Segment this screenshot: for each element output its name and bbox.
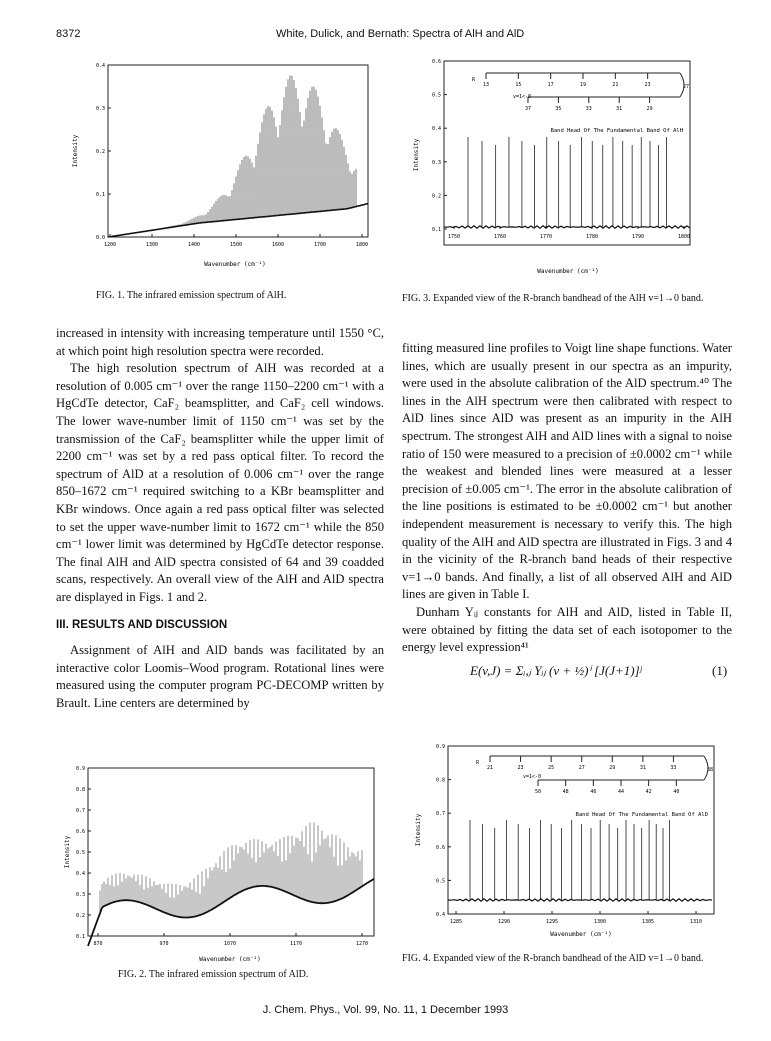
fig1-spectrum-lines: [130, 76, 356, 234]
fig3-xtick-label: 1750: [447, 234, 461, 240]
fig1-ytick-label: 0.2: [95, 149, 105, 155]
fig3-upper-mark: 21: [612, 82, 619, 88]
fig2-ylabel: Intensity: [64, 835, 71, 869]
fig3-xtick-label: 1800: [677, 234, 691, 240]
fig3-branch-label: R: [472, 77, 476, 83]
fig2-xtick-label: 870: [93, 941, 103, 947]
fig4-lower-mark: 44: [617, 789, 625, 795]
equation-1: E(v,J) = Σᵢ,ⱼ Yᵢⱼ (v + ½)ⁱ [J(J+1)]ʲ: [470, 663, 642, 678]
fig4-frame: [448, 746, 714, 914]
fig3-ytick-label: 0.4: [431, 126, 441, 133]
fig2-xtick-label: 970: [159, 941, 169, 947]
fig3-annotation: Band Head Of The Fundamental Band Of AlH: [550, 128, 683, 134]
fig1-xtick-label: 1300: [145, 242, 159, 248]
fig4-end-mark: 38: [707, 767, 714, 773]
right-column: [402, 340, 732, 657]
fig1-ylabel: Intensity: [72, 134, 79, 168]
fig4-xtick-label: 1295: [545, 919, 559, 925]
fig3-xtick-label: 1780: [585, 234, 599, 240]
fig1-xtick-label: 1400: [187, 242, 201, 248]
fig1-xtick-label: 1200: [103, 242, 117, 248]
fig4-upper-mark: 21: [486, 765, 494, 771]
figure-1-plot: [60, 55, 380, 270]
fig3-baseline: [444, 226, 690, 228]
footer-citation: J. Chem. Phys., Vol. 99, No. 11, 1 December 1993: [262, 1004, 509, 1016]
fig4-upper-mark: 29: [609, 765, 616, 771]
fig4-lower-mark: 48: [562, 789, 569, 795]
fig4-upper-mark: 33: [670, 765, 677, 771]
fig4-band-label: v=1<-0: [523, 774, 542, 780]
fig3-ytick-label: 0.5: [431, 92, 441, 99]
fig2-ytick-label: 0.4: [75, 871, 85, 877]
fig3-ylabel: Intensity: [413, 138, 420, 172]
equation-number: (1): [712, 663, 728, 678]
fig2-frame: [88, 768, 374, 936]
fig3-lower-mark: 35: [555, 106, 562, 112]
fig3-lower-mark: 31: [616, 106, 623, 112]
figure-3-plot: [398, 55, 698, 275]
fig4-upper-mark: 31: [639, 765, 646, 771]
fig3-upper-mark: 13: [482, 82, 490, 88]
running-title: White, Dulick, and Bernath: Spectra of AlH and AlD: [276, 28, 525, 40]
fig4-xlabel: Wavenumber (cm⁻¹): [550, 931, 612, 938]
fig4-lower-mark: 50: [534, 789, 542, 795]
fig2-ytick-label: 0.7: [75, 808, 85, 814]
fig2-ytick-label: 0.9: [75, 766, 85, 772]
fig4-branch-label: R: [476, 760, 480, 766]
fig4-ytick-label: 0.4: [435, 912, 445, 918]
fig3-ytick-label: 0.6: [431, 59, 441, 65]
fig4-ylabel: Intensity: [415, 813, 422, 847]
left-column: [56, 325, 384, 712]
figure-3-caption: FIG. 3. Expanded view of the R-branch bandhead of the AlH v=1→0 band.: [402, 293, 704, 304]
fig4-baseline: [448, 899, 712, 901]
fig3-upper-mark: 15: [515, 82, 522, 88]
fig2-ytick-label: 0.8: [75, 787, 85, 793]
fig1-ytick-label: 0.1: [95, 192, 105, 198]
fig1-ytick-label: 0.4: [95, 63, 105, 69]
fig4-ytick-label: 0.8: [435, 777, 445, 784]
fig3-xtick-label: 1760: [493, 234, 507, 240]
figure-1-caption: FIG. 1. The infrared emission spectrum of AlH.: [96, 290, 287, 301]
figure-4-caption: FIG. 4. Expanded view of the R-branch bandhead of the AlD v=1→0 band.: [402, 953, 704, 964]
fig3-end-mark: 27: [683, 84, 690, 90]
fig4-annotation: Band Head Of The Fundamental Band Of AlD: [575, 812, 708, 818]
fig3-upper-mark: 17: [547, 82, 554, 88]
fig4-lower-mark: 40: [673, 789, 680, 795]
fig4-ytick-label: 0.5: [435, 878, 445, 885]
fig4-lower-mark: 46: [590, 789, 597, 795]
fig4-spectrum-lines: [470, 820, 670, 900]
fig1-ytick-label: 0.0: [95, 235, 105, 241]
fig4-xtick-label: 1305: [641, 919, 655, 925]
fig4-upper-mark: 23: [517, 765, 524, 771]
page-number: 8372: [56, 28, 81, 40]
fig1-ytick-label: 0.3: [95, 106, 105, 112]
fig4-upper-mark: 25: [548, 765, 555, 771]
fig3-ytick-label: 0.3: [431, 159, 441, 166]
fig3-lower-mark: 37: [524, 106, 532, 112]
fig3-ytick-label: 0.2: [431, 193, 441, 200]
fig3-xtick-label: 1770: [539, 234, 553, 240]
fig4-xtick-label: 1300: [593, 919, 607, 925]
fig4-xtick-label: 1285: [449, 919, 463, 925]
fig2-xtick-label: 1270: [355, 941, 369, 947]
fig3-lower-mark: 29: [646, 106, 653, 112]
fig2-ytick-label: 0.1: [75, 934, 85, 940]
fig1-xlabel: Wavenumber (cm⁻¹): [204, 261, 266, 268]
fig4-xtick-label: 1310: [689, 919, 703, 925]
fig3-frame: [444, 61, 690, 245]
fig2-xlabel: Wavenumber (cm⁻¹): [199, 956, 261, 963]
figure-2-caption: FIG. 2. The infrared emission spectrum of AlD.: [118, 969, 309, 980]
fig2-xtick-label: 1070: [223, 941, 237, 947]
figure-2-plot: [60, 758, 378, 968]
fig3-lower-mark: 33: [585, 106, 592, 112]
fig3-spectrum-lines: [468, 137, 666, 227]
right-paragraph-1: fitting measured line profiles to Voigt line shape functions. Water lines, which are usually present in our spectra as an impurity, were used in the absolute calibration of the AlD spectrum.⁴⁰ The lines in the AlH spectrum were then calibrated with respect to AlD lines since AlD was present as an impurity in the AlH spectrum. The strongest AlH and AlD lines with a signal to noise ratio of 150 were measured to a precision of ±0.0002 cm⁻¹ while the weakest and blended lines were measured at a lesser precision of ±0.005 cm⁻¹. The error in the absolute calibration of the line positions is estimated to be ±0.0002 cm⁻¹ but another independent measurement is necessary to verify this. The high quality of the AlH and AlD spectra are illustrated in Figs. 3 and 4 in the vicinity of the R-branch band heads of their respective v=1→0 bands. And finally, a list of all observed AlH and AlD lines are given in Table I.: [402, 341, 732, 602]
fig2-ytick-label: 0.5: [75, 850, 85, 856]
fig1-xtick-label: 1800: [355, 242, 369, 248]
fig4-xtick-label: 1290: [497, 919, 511, 925]
fig2-ytick-label: 0.3: [75, 892, 85, 898]
fig2-ytick-label: 0.2: [75, 913, 85, 919]
fig3-upper-mark: 23: [644, 82, 651, 88]
fig3-band-label: v=1<-0: [513, 94, 532, 100]
left-paragraph-2: The high resolution spectrum of AlH was recorded at a resolution of 0.005 cm⁻¹ over the range 1150–2200 cm⁻¹ with a HgCdTe detector, CaF₂ beamsplitter, and CaF₂ cell windows. The lower wave-number limit of 1150 cm⁻¹ was set by the transmission of the CaF₂ beamsplitter while the upper limit of 2200 cm⁻¹ was set by a red pass optical filter. To record the spectrum of AlD at a resolution of 0.006 cm⁻¹ over the range 850–1672 cm⁻¹ required switching to a KBr beamsplitter and KBr windows. Once again a red pass optical filter was selected to set the upper wave-number limit to 1672 cm⁻¹ while the 850 cm⁻¹ lower limit was determined by HgCdTe detector response. The final AlH and AlD spectra consisted of 64 and 39 coadded scans, respectively. An overall view of the AlH and AlD spectra are displayed in Figs. 1 and 2.: [56, 361, 384, 604]
left-paragraph-3: Assignment of AlH and AlD bands was facilitated by an interactive color Loomis–Wood program. Rotational lines were measured using the computer program PC-DECOMP written by Brault. Line centers are determined by: [56, 643, 384, 710]
fig3-xlabel: Wavenumber (cm⁻¹): [537, 268, 599, 275]
fig1-xtick-label: 1600: [271, 242, 285, 248]
right-paragraph-2: Dunham Yᵢⱼ constants for AlH and AlD, listed in Table II, were obtained by fitting the data set of each isotopomer to the energy level expression⁴¹: [402, 604, 732, 655]
fig3-ytick-label: 0.1: [431, 227, 441, 233]
section-heading: III. RESULTS AND DISCUSSION: [56, 618, 228, 631]
fig2-ytick-label: 0.6: [75, 829, 85, 835]
fig3-xtick-label: 1790: [631, 234, 645, 240]
fig4-upper-mark: 27: [578, 765, 585, 771]
fig4-ytick-label: 0.6: [435, 844, 445, 851]
fig4-ytick-label: 0.7: [435, 811, 445, 818]
fig4-ytick-label: 0.9: [435, 744, 445, 750]
fig4-lower-mark: 42: [645, 789, 652, 795]
left-paragraph-1: increased in intensity with increasing temperature until 1550 °C, at which point high resolution spectra were recorded.: [56, 326, 384, 358]
fig2-xtick-label: 1170: [289, 941, 303, 947]
fig1-xtick-label: 1500: [229, 242, 243, 248]
fig1-xtick-label: 1700: [313, 242, 327, 248]
figure-4-plot: [398, 740, 714, 940]
fig3-upper-mark: 19: [579, 82, 587, 88]
